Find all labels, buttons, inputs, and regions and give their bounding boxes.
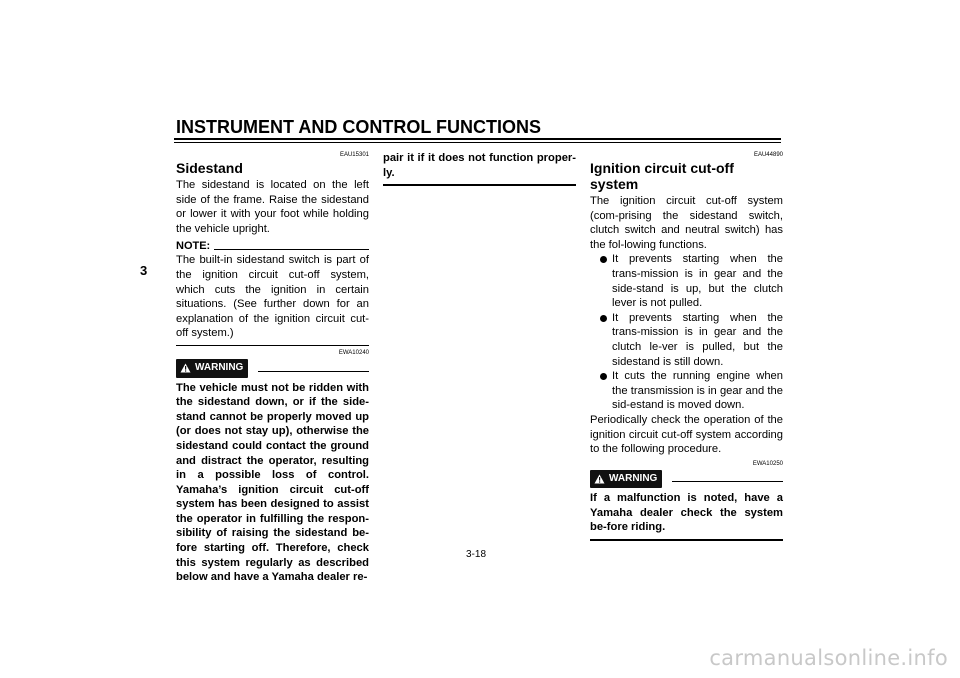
section-heading-ignition: Ignition circuit cut-off system [590, 160, 734, 192]
header-rule [174, 138, 781, 140]
warning-text: The vehicle must not be ridden with the sidestand down, or if the side-stand cannot be properly moved up (or does not stay up), otherwise the sidestand could contact the ground and distract the operator, resulting in a possible loss of control. Yamaha’s ignition circuit cut-off system has been designed to assist the operator in fulfilling the respon-sibility of raising the sidestand be-fore starting off. Therefore, check this system regularly as described below and have a Yamaha dealer re- [176, 381, 369, 584]
warning-triangle-icon [180, 363, 191, 373]
list-item: It prevents starting when the trans-mission is in gear and the clutch le-ver is pulled, but the sidestand is still down. [600, 311, 783, 369]
note-header [176, 240, 369, 253]
warning-text-continued: pair it if it does not function proper-ly. [383, 152, 576, 179]
ignition-intro: The ignition circuit cut-off system (com-prising the sidestand switch, clutch switch and neutral switch) has the fol-lowing functions. [590, 195, 783, 251]
warning-code: EWA10240 [338, 349, 369, 356]
warning-triangle-icon [594, 474, 605, 484]
ignition-outro: Periodically check the operation of the ignition circuit cut-off system according to the following procedure. [590, 413, 783, 456]
section-code: EAU44890 [753, 152, 783, 158]
section-heading-sidestand: Sidestand [176, 160, 243, 176]
section-code: EAU15301 [339, 152, 369, 158]
list-item: It cuts the running engine when the transmission is in gear and the sid-estand is moved down. [600, 369, 783, 413]
page-header-title: INSTRUMENT AND CONTROL FUNCTIONS [176, 117, 541, 137]
warning-badge [176, 359, 248, 378]
note-label: NOTE: [176, 240, 211, 253]
header-rule-thin [174, 142, 781, 143]
column-2 [383, 151, 576, 186]
column-1 [176, 151, 369, 585]
warning-code: EWA10250 [752, 460, 783, 467]
list-item: It prevents starting when the trans-mission is in gear and the side-stand is up, but the clutch lever is not pulled. [600, 252, 783, 310]
note-text: The built-in sidestand switch is part of the ignition circuit cut-off system, which cuts the ignition in certain situations. (See further down for an explanation of the ignition circuit cut-off system.) [176, 254, 369, 340]
warning-label: WARNING [195, 361, 244, 373]
warning-rule [258, 371, 369, 372]
warning-end-rule [383, 184, 576, 186]
chapter-tab: 3 [140, 263, 148, 278]
warning-header [590, 470, 783, 489]
warning-end-rule [590, 539, 783, 541]
sidestand-body: The sidestand is located on the left side of the frame. Raise the sidestand or lower it with your foot while holding the vehicle upright. [176, 179, 369, 235]
warning-badge [590, 470, 662, 489]
warning-header [176, 359, 369, 378]
warning-label: WARNING [609, 472, 658, 484]
ignition-function-list [590, 252, 783, 413]
warning-text: If a malfunction is noted, have a Yamaha dealer check the system be-fore riding. [590, 492, 783, 534]
warning-rule [672, 481, 783, 482]
note-end-rule [176, 345, 369, 346]
column-3 [590, 151, 783, 541]
note-rule [214, 249, 369, 250]
watermark: carmanualsonline.info [709, 646, 948, 670]
page-number: 3-18 [466, 549, 487, 560]
